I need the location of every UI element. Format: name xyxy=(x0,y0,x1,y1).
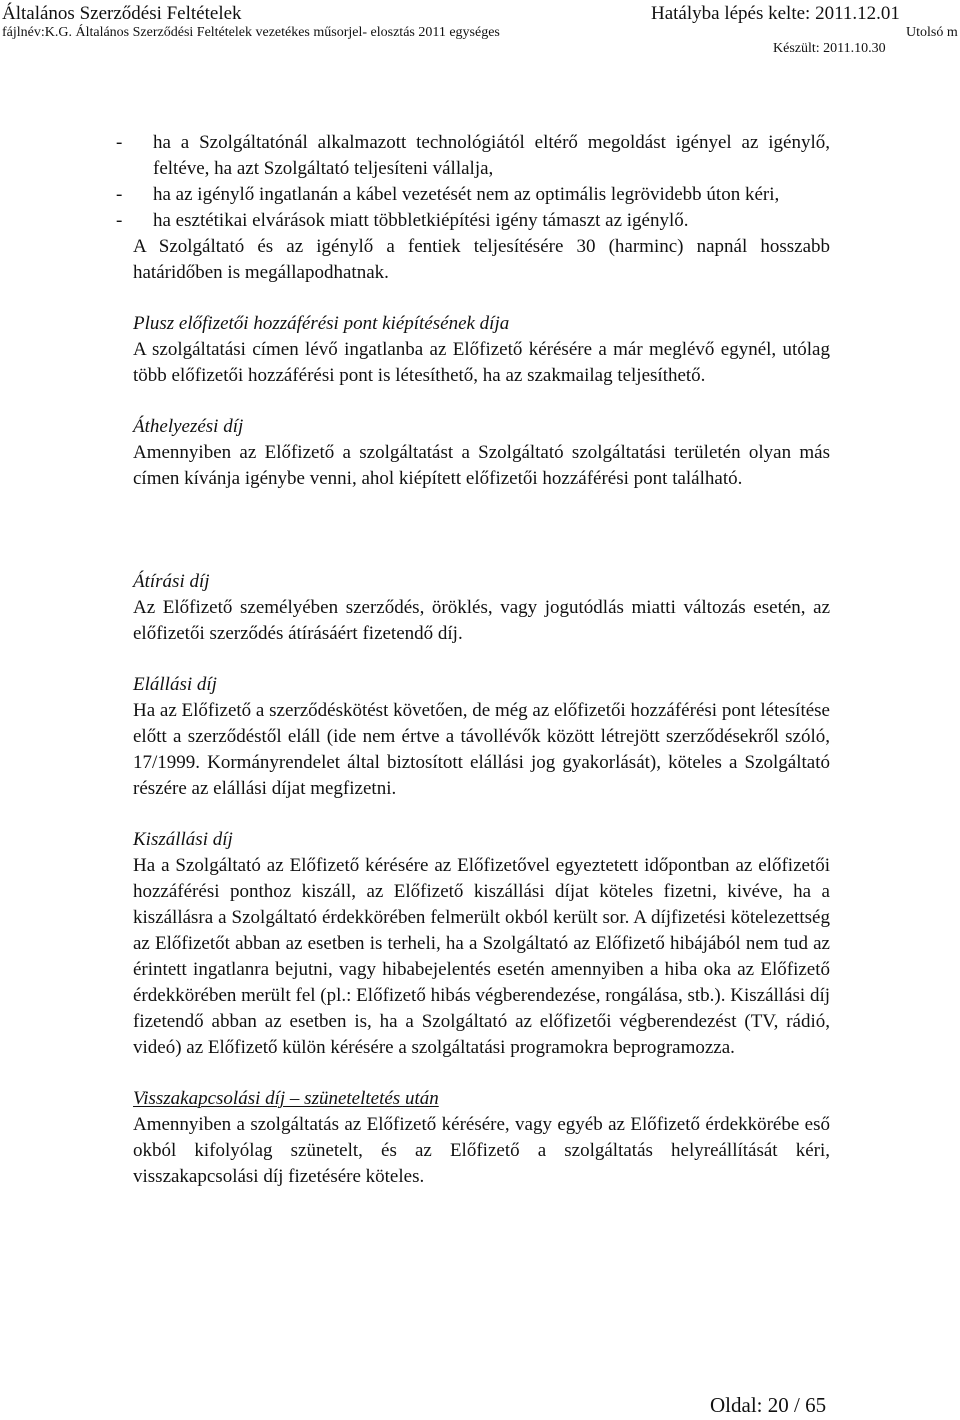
last-modified-label: Utolsó m xyxy=(906,25,958,40)
section-title: Átírási díj xyxy=(133,571,210,592)
section-body: Ha az Előfizető a szerződéskötést követően, de még az előfizetői hozzáférési pont létesítése előtt a szerződéstől eláll (ide nem értve a távollévők között létrejött szerződésekről szóló, 17/1999. Kormányrendelet által biztosított elállási jog gyakorlását), köteles a Szolgáltató részére az elállási díjat megfizetni. xyxy=(133,700,830,799)
page-number: Oldal: 20 / 65 xyxy=(710,1393,827,1417)
list-item xyxy=(116,208,830,234)
bullet-text: ha esztétikai elvárások miatt többletkiépítési igény támaszt az igénylő. xyxy=(153,210,689,231)
section-body: A szolgáltatási címen lévő ingatlanba az Előfizető kérésére a már meglévő egynél, utólag több előfizetői hozzáférési pont is létesíthető, ha az szakmailag teljesíthető. xyxy=(133,339,830,386)
bullet-list xyxy=(116,130,830,234)
bullet-dash: - xyxy=(116,132,123,153)
section-title: Elállási díj xyxy=(133,674,217,695)
section-body: Amennyiben az Előfizető a szolgáltatást a Szolgáltató szolgáltatási területén olyan más címen kívánja igénybe venni, ahol kiépített előfizetői hozzáférési pont található. xyxy=(133,442,830,489)
list-item xyxy=(116,182,830,208)
section-body: Amennyiben a szolgáltatás az Előfizető kérésére, vagy egyéb az Előfizető érdekkörébe eső okból kifolyólag szünetelt, és az Előfizető a szolgáltatás helyreállítását kéri, visszakapcsolási díj fizetésére köteles. xyxy=(133,1114,830,1187)
section-atirasi-dij xyxy=(133,569,830,647)
section-title: Plusz előfizetői hozzáférési pont kiépítésének díja xyxy=(133,313,510,334)
created-date: Készült: 2011.10.30 xyxy=(773,41,886,56)
section-elallasi-dij xyxy=(133,672,830,802)
list-item xyxy=(116,130,830,182)
bullet-text: ha a Szolgáltatónál alkalmazott technológiától eltérő megoldást igényel az igénylő, feltéve, ha azt Szolgáltató teljesíteni vállalja, xyxy=(153,132,830,179)
bullet-dash: - xyxy=(116,184,123,205)
section-title: Áthelyezési díj xyxy=(133,416,244,437)
document-body xyxy=(116,130,830,1190)
section-kiszallasi-dij xyxy=(133,827,830,1061)
section-title: Visszakapcsolási díj – szüneteltetés után xyxy=(133,1088,439,1109)
document-title: Általános Szerződési Feltételek xyxy=(2,3,242,24)
section-visszakapcsolasi-dij xyxy=(133,1086,830,1190)
section-body: Ha a Szolgáltató az Előfizető kérésére az Előfizetővel egyeztetett időpontban az előfizetői hozzáférési ponthoz kiszáll, az Előfizető kiszállási díjat köteles fizetni, kivéve, ha a kiszállásra a Szolgáltató érdekkörében felmerült okból került sor. A díjfizetési kötelezettség az Előfizetőt abban az esetben is terheli, ha a Szolgáltató az Előfizető hibájából nem tud az érintett ingatlanra bejutni, vagy hibabejelentés esetén amennyiben a hiba oka az Előfizető érdekkörében merült fel (pl.: Előfizető hibás végberendezése, rongálása, stb.). Kiszállási díj fizetendő abban az esetben is, ha a Szolgáltató az előfizetői végberendezést (TV, rádió, videó) az Előfizető külön kérésére a szolgáltatási programokra beprogramozza. xyxy=(133,855,830,1058)
effective-date: Hatályba lépés kelte: 2011.12.01 xyxy=(651,3,900,24)
section-title: Kiszállási díj xyxy=(133,829,233,850)
bullet-dash: - xyxy=(116,210,123,231)
file-name: fájlnév:K.G. Általános Szerződési Feltételek vezetékes műsorjel- elosztás 2011 egységes xyxy=(2,25,500,40)
section-athelyezesi-dij xyxy=(133,414,830,492)
bullet-text: ha az igénylő ingatlanán a kábel vezetését nem az optimális legrövidebb úton kéri, xyxy=(153,184,780,205)
section-body: Az Előfizető személyében szerződés, öröklés, vagy jogutódlás miatti változás esetén, az előfizetői szerződés átírásáért fizetendő díj. xyxy=(133,597,830,644)
section-plusz-hozzaferesi-pont xyxy=(133,311,830,389)
intro-paragraph: A Szolgáltató és az igénylő a fentiek teljesítésére 30 (harminc) napnál hosszabb határidőben is megállapodhatnak. xyxy=(133,236,830,283)
